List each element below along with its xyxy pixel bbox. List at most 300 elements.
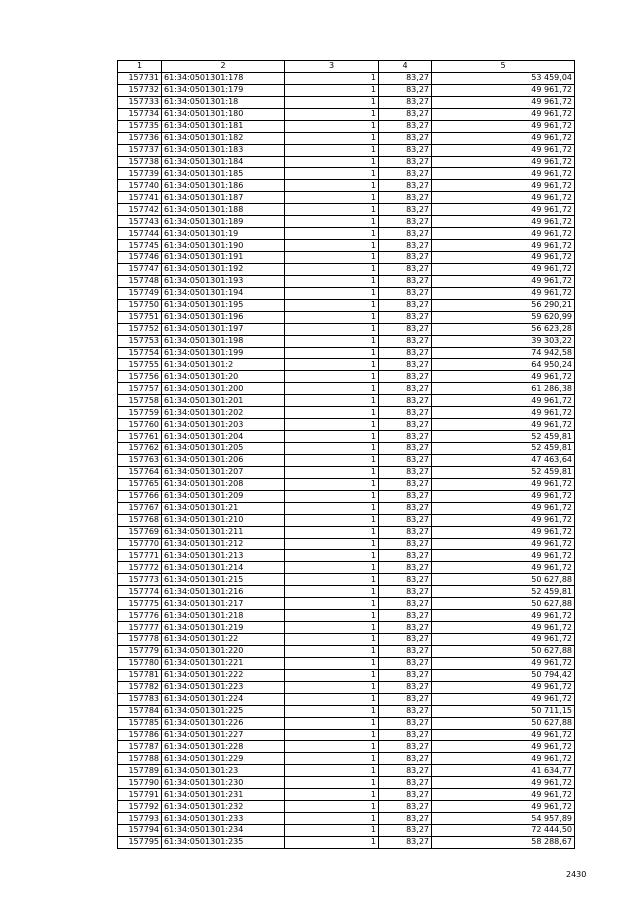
row-number-cell: 157732 [118,84,162,96]
cadastral-number-cell: 61:34:0501301:193 [162,275,285,287]
share-cell: 83,27 [379,454,432,466]
count-cell: 1 [285,562,379,574]
cadastral-number-cell: 61:34:0501301:235 [162,836,285,848]
value-cell: 49 961,72 [432,228,575,240]
value-cell: 49 961,72 [432,96,575,108]
share-cell: 83,27 [379,335,432,347]
count-cell: 1 [285,669,379,681]
cadastral-number-cell: 61:34:0501301:214 [162,562,285,574]
cadastral-number-cell: 61:34:0501301:221 [162,657,285,669]
share-cell: 83,27 [379,598,432,610]
count-cell: 1 [285,204,379,216]
cadastral-number-cell: 61:34:0501301:21 [162,502,285,514]
cadastral-number-cell: 61:34:0501301:20 [162,371,285,383]
column-header-4: 4 [379,61,432,73]
cadastral-number-cell: 61:34:0501301:226 [162,717,285,729]
count-cell: 1 [285,526,379,538]
row-number-cell: 157779 [118,645,162,657]
value-cell: 49 961,72 [432,144,575,156]
table-row [118,287,575,299]
row-number-cell: 157763 [118,454,162,466]
table-row [118,323,575,335]
share-cell: 83,27 [379,311,432,323]
value-cell: 49 961,72 [432,180,575,192]
row-number-cell: 157762 [118,443,162,455]
row-number-cell: 157733 [118,96,162,108]
share-cell: 83,27 [379,431,432,443]
cadastral-number-cell: 61:34:0501301:183 [162,144,285,156]
table-row [118,478,575,490]
table-row [118,275,575,287]
cadastral-number-cell: 61:34:0501301:202 [162,407,285,419]
count-cell: 1 [285,478,379,490]
row-number-cell: 157753 [118,335,162,347]
row-number-cell: 157750 [118,299,162,311]
row-number-cell: 157735 [118,120,162,132]
value-cell: 50 711,15 [432,705,575,717]
row-number-cell: 157776 [118,610,162,622]
cadastral-number-cell: 61:34:0501301:211 [162,526,285,538]
cadastral-number-cell: 61:34:0501301:199 [162,347,285,359]
value-cell: 49 961,72 [432,681,575,693]
cadastral-number-cell: 61:34:0501301:23 [162,765,285,777]
cadastral-number-cell: 61:34:0501301:189 [162,216,285,228]
row-number-cell: 157736 [118,132,162,144]
count-cell: 1 [285,216,379,228]
cadastral-number-cell: 61:34:0501301:179 [162,84,285,96]
value-cell: 49 961,72 [432,407,575,419]
count-cell: 1 [285,801,379,813]
count-cell: 1 [285,765,379,777]
count-cell: 1 [285,586,379,598]
row-number-cell: 157742 [118,204,162,216]
row-number-cell: 157766 [118,490,162,502]
value-cell: 56 623,28 [432,323,575,335]
table-row [118,598,575,610]
cadastral-number-cell: 61:34:0501301:180 [162,108,285,120]
row-number-cell: 157788 [118,753,162,765]
table-row [118,514,575,526]
row-number-cell: 157769 [118,526,162,538]
row-number-cell: 157789 [118,765,162,777]
share-cell: 83,27 [379,634,432,646]
row-number-cell: 157781 [118,669,162,681]
share-cell: 83,27 [379,252,432,264]
share-cell: 83,27 [379,323,432,335]
count-cell: 1 [285,263,379,275]
count-cell: 1 [285,598,379,610]
value-cell: 50 627,88 [432,717,575,729]
count-cell: 1 [285,395,379,407]
count-cell: 1 [285,192,379,204]
row-number-cell: 157794 [118,825,162,837]
share-cell: 83,27 [379,383,432,395]
value-cell: 52 459,81 [432,443,575,455]
row-number-cell: 157743 [118,216,162,228]
share-cell: 83,27 [379,657,432,669]
cadastral-number-cell: 61:34:0501301:230 [162,777,285,789]
share-cell: 83,27 [379,645,432,657]
table-row [118,538,575,550]
value-cell: 49 961,72 [432,108,575,120]
cadastral-number-cell: 61:34:0501301:219 [162,622,285,634]
count-cell: 1 [285,287,379,299]
table-row [118,634,575,646]
row-number-cell: 157767 [118,502,162,514]
cadastral-number-cell: 61:34:0501301:216 [162,586,285,598]
table-row [118,108,575,120]
table-row [118,419,575,431]
cadastral-number-cell: 61:34:0501301:190 [162,240,285,252]
count-cell: 1 [285,789,379,801]
count-cell: 1 [285,622,379,634]
cadastral-number-cell: 61:34:0501301:207 [162,466,285,478]
value-cell: 41 634,77 [432,765,575,777]
cadastral-number-cell: 61:34:0501301:184 [162,156,285,168]
share-cell: 83,27 [379,562,432,574]
table-row [118,645,575,657]
value-cell: 50 627,88 [432,574,575,586]
cadastral-number-cell: 61:34:0501301:209 [162,490,285,502]
count-cell: 1 [285,645,379,657]
count-cell: 1 [285,84,379,96]
cadastral-number-cell: 61:34:0501301:181 [162,120,285,132]
value-cell: 49 961,72 [432,252,575,264]
cadastral-number-cell: 61:34:0501301:210 [162,514,285,526]
table-row [118,825,575,837]
value-cell: 49 961,72 [432,216,575,228]
table-row [118,813,575,825]
cadastral-number-cell: 61:34:0501301:182 [162,132,285,144]
share-cell: 83,27 [379,550,432,562]
count-cell: 1 [285,108,379,120]
value-cell: 49 961,72 [432,550,575,562]
row-number-cell: 157746 [118,252,162,264]
table-row [118,574,575,586]
cadastral-number-cell: 61:34:0501301:191 [162,252,285,264]
row-number-cell: 157754 [118,347,162,359]
table-body [118,72,575,848]
cadastral-number-cell: 61:34:0501301:232 [162,801,285,813]
count-cell: 1 [285,96,379,108]
cadastral-number-cell: 61:34:0501301:192 [162,263,285,275]
value-cell: 61 286,38 [432,383,575,395]
cadastral-number-cell: 61:34:0501301:215 [162,574,285,586]
count-cell: 1 [285,311,379,323]
data-table [117,60,575,849]
value-cell: 72 444,50 [432,825,575,837]
table-row [118,801,575,813]
row-number-cell: 157768 [118,514,162,526]
cadastral-number-cell: 61:34:0501301:208 [162,478,285,490]
table-row [118,168,575,180]
share-cell: 83,27 [379,729,432,741]
row-number-cell: 157793 [118,813,162,825]
count-cell: 1 [285,275,379,287]
table-row [118,156,575,168]
table-row [118,454,575,466]
share-cell: 83,27 [379,466,432,478]
count-cell: 1 [285,156,379,168]
row-number-cell: 157755 [118,359,162,371]
share-cell: 83,27 [379,240,432,252]
value-cell: 49 961,72 [432,741,575,753]
column-header-3: 3 [285,61,379,73]
cadastral-number-cell: 61:34:0501301:213 [162,550,285,562]
count-cell: 1 [285,610,379,622]
count-cell: 1 [285,753,379,765]
share-cell: 83,27 [379,96,432,108]
table-row [118,836,575,848]
row-number-cell: 157741 [118,192,162,204]
table-row [118,765,575,777]
cadastral-number-cell: 61:34:0501301:204 [162,431,285,443]
value-cell: 58 288,67 [432,836,575,848]
cadastral-number-cell: 61:34:0501301:178 [162,72,285,84]
table-row [118,526,575,538]
table-row [118,96,575,108]
cadastral-number-cell: 61:34:0501301:195 [162,299,285,311]
share-cell: 83,27 [379,168,432,180]
count-cell: 1 [285,634,379,646]
table-row [118,550,575,562]
value-cell: 49 961,72 [432,657,575,669]
value-cell: 52 459,81 [432,586,575,598]
value-cell: 49 961,72 [432,526,575,538]
count-cell: 1 [285,741,379,753]
table-row [118,717,575,729]
count-cell: 1 [285,359,379,371]
row-number-cell: 157757 [118,383,162,395]
count-cell: 1 [285,335,379,347]
value-cell: 49 961,72 [432,634,575,646]
count-cell: 1 [285,228,379,240]
count-cell: 1 [285,168,379,180]
share-cell: 83,27 [379,813,432,825]
row-number-cell: 157745 [118,240,162,252]
share-cell: 83,27 [379,371,432,383]
table-row [118,443,575,455]
share-cell: 83,27 [379,275,432,287]
share-cell: 83,27 [379,693,432,705]
table-row [118,490,575,502]
table-row [118,622,575,634]
row-number-cell: 157791 [118,789,162,801]
row-number-cell: 157787 [118,741,162,753]
row-number-cell: 157785 [118,717,162,729]
share-cell: 83,27 [379,622,432,634]
row-number-cell: 157738 [118,156,162,168]
row-number-cell: 157739 [118,168,162,180]
cadastral-number-cell: 61:34:0501301:212 [162,538,285,550]
table-row [118,681,575,693]
value-cell: 49 961,72 [432,132,575,144]
count-cell: 1 [285,717,379,729]
table-row [118,669,575,681]
count-cell: 1 [285,431,379,443]
cadastral-number-cell: 61:34:0501301:229 [162,753,285,765]
share-cell: 83,27 [379,144,432,156]
value-cell: 49 961,72 [432,287,575,299]
column-header-5: 5 [432,61,575,73]
table-row [118,335,575,347]
value-cell: 49 961,72 [432,240,575,252]
value-cell: 49 961,72 [432,538,575,550]
value-cell: 49 961,72 [432,204,575,216]
share-cell: 83,27 [379,490,432,502]
row-number-cell: 157770 [118,538,162,550]
count-cell: 1 [285,466,379,478]
row-number-cell: 157783 [118,693,162,705]
row-number-cell: 157790 [118,777,162,789]
value-cell: 49 961,72 [432,490,575,502]
value-cell: 50 627,88 [432,645,575,657]
share-cell: 83,27 [379,801,432,813]
table-row [118,753,575,765]
count-cell: 1 [285,777,379,789]
table-row [118,502,575,514]
count-cell: 1 [285,502,379,514]
table-row [118,228,575,240]
cadastral-number-cell: 61:34:0501301:217 [162,598,285,610]
value-cell: 49 961,72 [432,84,575,96]
column-header-2: 2 [162,61,285,73]
table-row [118,359,575,371]
share-cell: 83,27 [379,478,432,490]
table-row [118,383,575,395]
table-row [118,84,575,96]
cadastral-number-cell: 61:34:0501301:218 [162,610,285,622]
count-cell: 1 [285,120,379,132]
value-cell: 39 303,22 [432,335,575,347]
share-cell: 83,27 [379,538,432,550]
cadastral-number-cell: 61:34:0501301:18 [162,96,285,108]
row-number-cell: 157760 [118,419,162,431]
count-cell: 1 [285,705,379,717]
value-cell: 49 961,72 [432,514,575,526]
value-cell: 47 463,64 [432,454,575,466]
table-row [118,789,575,801]
cadastral-number-cell: 61:34:0501301:197 [162,323,285,335]
cadastral-number-cell: 61:34:0501301:19 [162,228,285,240]
table-row [118,347,575,359]
value-cell: 49 961,72 [432,371,575,383]
row-number-cell: 157765 [118,478,162,490]
count-cell: 1 [285,729,379,741]
row-number-cell: 157773 [118,574,162,586]
count-cell: 1 [285,681,379,693]
row-number-cell: 157774 [118,586,162,598]
table-row [118,371,575,383]
value-cell: 59 620,99 [432,311,575,323]
value-cell: 49 961,72 [432,610,575,622]
share-cell: 83,27 [379,610,432,622]
row-number-cell: 157764 [118,466,162,478]
table-row [118,311,575,323]
cadastral-number-cell: 61:34:0501301:234 [162,825,285,837]
table-row [118,240,575,252]
table-row [118,466,575,478]
count-cell: 1 [285,550,379,562]
row-number-cell: 157777 [118,622,162,634]
share-cell: 83,27 [379,132,432,144]
table-row [118,263,575,275]
share-cell: 83,27 [379,204,432,216]
table-row [118,204,575,216]
count-cell: 1 [285,383,379,395]
cadastral-number-cell: 61:34:0501301:206 [162,454,285,466]
share-cell: 83,27 [379,574,432,586]
count-cell: 1 [285,407,379,419]
header-row [118,61,575,73]
value-cell: 49 961,72 [432,156,575,168]
row-number-cell: 157748 [118,275,162,287]
count-cell: 1 [285,419,379,431]
share-cell: 83,27 [379,836,432,848]
row-number-cell: 157772 [118,562,162,574]
row-number-cell: 157737 [118,144,162,156]
count-cell: 1 [285,252,379,264]
row-number-cell: 157771 [118,550,162,562]
share-cell: 83,27 [379,407,432,419]
cadastral-number-cell: 61:34:0501301:228 [162,741,285,753]
cadastral-number-cell: 61:34:0501301:205 [162,443,285,455]
cadastral-number-cell: 61:34:0501301:200 [162,383,285,395]
row-number-cell: 157782 [118,681,162,693]
cadastral-number-cell: 61:34:0501301:233 [162,813,285,825]
table-row [118,216,575,228]
value-cell: 74 942,58 [432,347,575,359]
value-cell: 49 961,72 [432,562,575,574]
cadastral-number-cell: 61:34:0501301:231 [162,789,285,801]
row-number-cell: 157756 [118,371,162,383]
count-cell: 1 [285,538,379,550]
row-number-cell: 157761 [118,431,162,443]
value-cell: 49 961,72 [432,729,575,741]
value-cell: 49 961,72 [432,777,575,789]
count-cell: 1 [285,299,379,311]
cadastral-number-cell: 61:34:0501301:196 [162,311,285,323]
cadastral-number-cell: 61:34:0501301:194 [162,287,285,299]
value-cell: 49 961,72 [432,478,575,490]
row-number-cell: 157734 [118,108,162,120]
cadastral-number-cell: 61:34:0501301:223 [162,681,285,693]
table-row [118,705,575,717]
count-cell: 1 [285,825,379,837]
share-cell: 83,27 [379,228,432,240]
cadastral-number-cell: 61:34:0501301:220 [162,645,285,657]
share-cell: 83,27 [379,586,432,598]
row-number-cell: 157792 [118,801,162,813]
count-cell: 1 [285,371,379,383]
cadastral-number-cell: 61:34:0501301:186 [162,180,285,192]
share-cell: 83,27 [379,180,432,192]
share-cell: 83,27 [379,120,432,132]
count-cell: 1 [285,574,379,586]
row-number-cell: 157784 [118,705,162,717]
value-cell: 49 961,72 [432,263,575,275]
share-cell: 83,27 [379,825,432,837]
row-number-cell: 157758 [118,395,162,407]
count-cell: 1 [285,347,379,359]
share-cell: 83,27 [379,765,432,777]
value-cell: 49 961,72 [432,120,575,132]
row-number-cell: 157786 [118,729,162,741]
share-cell: 83,27 [379,705,432,717]
column-header-1: 1 [118,61,162,73]
value-cell: 50 627,88 [432,598,575,610]
cadastral-number-cell: 61:34:0501301:227 [162,729,285,741]
